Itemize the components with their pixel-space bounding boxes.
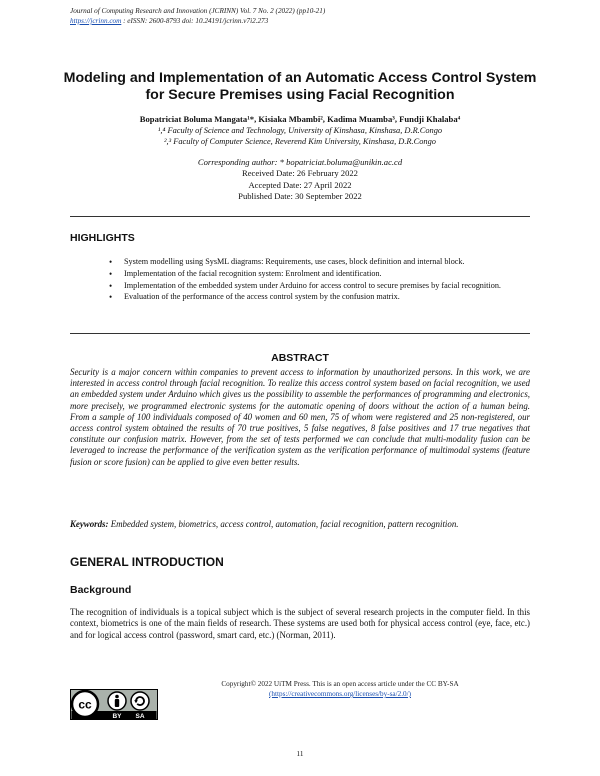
abstract-heading: ABSTRACT: [271, 352, 329, 364]
background-paragraph: The recognition of individuals is a topical subject which is the subject of several research projects in the computer field. In this context, biometrics is one of the main fields of research. These systems are used both for physical access control (eye, face, etc.) and for logical access control (password, smart card, etc.) (Norman, 2011).: [70, 607, 530, 640]
divider-top: [70, 216, 530, 217]
affiliation-1: ¹,⁴ Faculty of Science and Technology, University of Kinshasa, Kinshasa, D.R.Congo: [157, 126, 443, 135]
page-number: 11: [296, 750, 304, 758]
highlight-item: • System modelling using SysML diagrams: Requirements, use cases, block definition and internal block.: [110, 257, 530, 268]
authors: Bopatriciat Boluma Mangata¹*, Kisiaka Mbambi², Kadima Muamba³, Fundji Khalaba⁴: [139, 114, 461, 124]
highlight-item: • Implementation of the embedded system under Arduino for access control to secure premises by facial recognition.: [110, 281, 530, 292]
cc-logo-icon: [72, 691, 98, 717]
journal-header: [70, 6, 325, 26]
license-link-line: [200, 689, 480, 699]
highlight-item: • Evaluation of the performance of the access control system by the confusion matrix.: [110, 292, 530, 303]
divider-mid: [70, 333, 530, 334]
highlight-item: • Implementation of the facial recognition system: Enrolment and identification.: [110, 269, 530, 280]
journal-meta: [70, 16, 325, 26]
highlights-heading: HIGHLIGHTS: [70, 232, 135, 244]
license-sa-label: SA: [135, 713, 145, 720]
keywords-text: Embedded system, biometrics, access control, automation, facial recognition, pattern recognition.: [108, 519, 459, 529]
share-alike-icon: [131, 692, 149, 710]
journal-issn-doi: : eISSN: 2600-8793 doi: 10.24191/jcrinn.v7i2.273: [121, 17, 269, 25]
affiliation-2: ²,³ Faculty of Computer Science, Reverend Kim University, Kinshasa, D.R.Congo: [164, 137, 436, 146]
received-date: Received Date: 26 February 2022: [242, 168, 358, 178]
paper-title-line-1: Modeling and Implementation of an Automatic Access Control System: [63, 70, 537, 86]
keywords: [70, 519, 530, 530]
highlights-list: [110, 257, 530, 304]
copyright-text: Copyright© 2022 UiTM Press. This is an open access article under the CC BY-SA: [221, 680, 459, 688]
accepted-date: Accepted Date: 27 April 2022: [248, 180, 352, 190]
journal-citation: Journal of Computing Research and Innovation (JCRINN) Vol. 7 No. 2 (2022) (pp10-21): [70, 7, 326, 15]
license-link[interactable]: (https://creativecommons.org/licenses/by-sa/2.0/): [269, 690, 411, 698]
copyright-notice: [200, 679, 480, 699]
background-heading: Background: [70, 584, 132, 596]
license-by-label: BY: [112, 713, 122, 720]
published-date: Published Date: 30 September 2022: [238, 191, 362, 201]
abstract-text: Security is a major concern within companies to prevent access to information by unauthorized persons. In this work, we are interested in access control through facial recognition. To realize this access control system based on facial recognition, we used an embedded system under Arduino which gives us the possibility to assemble the performances of programming and electronics, more precisely, we programmed electronic systems for the automatic opening of doors without the action of a human being. From a sample of 100 individuals composed of 40 women and 60 men, 75 of whom were registered and 25 non-registered, our access control system obtained the results of 70 true positives, 5 false negatives, 8 false positives and 17 true negatives that constitute our confusion matrix. However, from the set of tests performed we can conclude that multi-modality fusion can be leveraged to increase the performance of the verification system as the verification performance of multimodal systems (feature fusion or score fusion) can be applied to give even better results.: [70, 367, 530, 467]
corresponding-author: Corresponding author: * bopatriciat.boluma@unikin.ac.cd: [197, 157, 403, 167]
keywords-label: Keywords:: [70, 519, 109, 529]
attribution-icon: [108, 692, 126, 710]
general-introduction-heading: GENERAL INTRODUCTION: [70, 555, 224, 569]
cc-by-sa-license-badge[interactable]: [70, 689, 158, 720]
journal-link[interactable]: https://jcrinn.com: [70, 17, 122, 25]
svg-text:cc: cc: [78, 697, 92, 712]
paper-title: [40, 70, 560, 104]
paper-title-line-2: for Secure Premises using Facial Recognition: [145, 87, 455, 103]
